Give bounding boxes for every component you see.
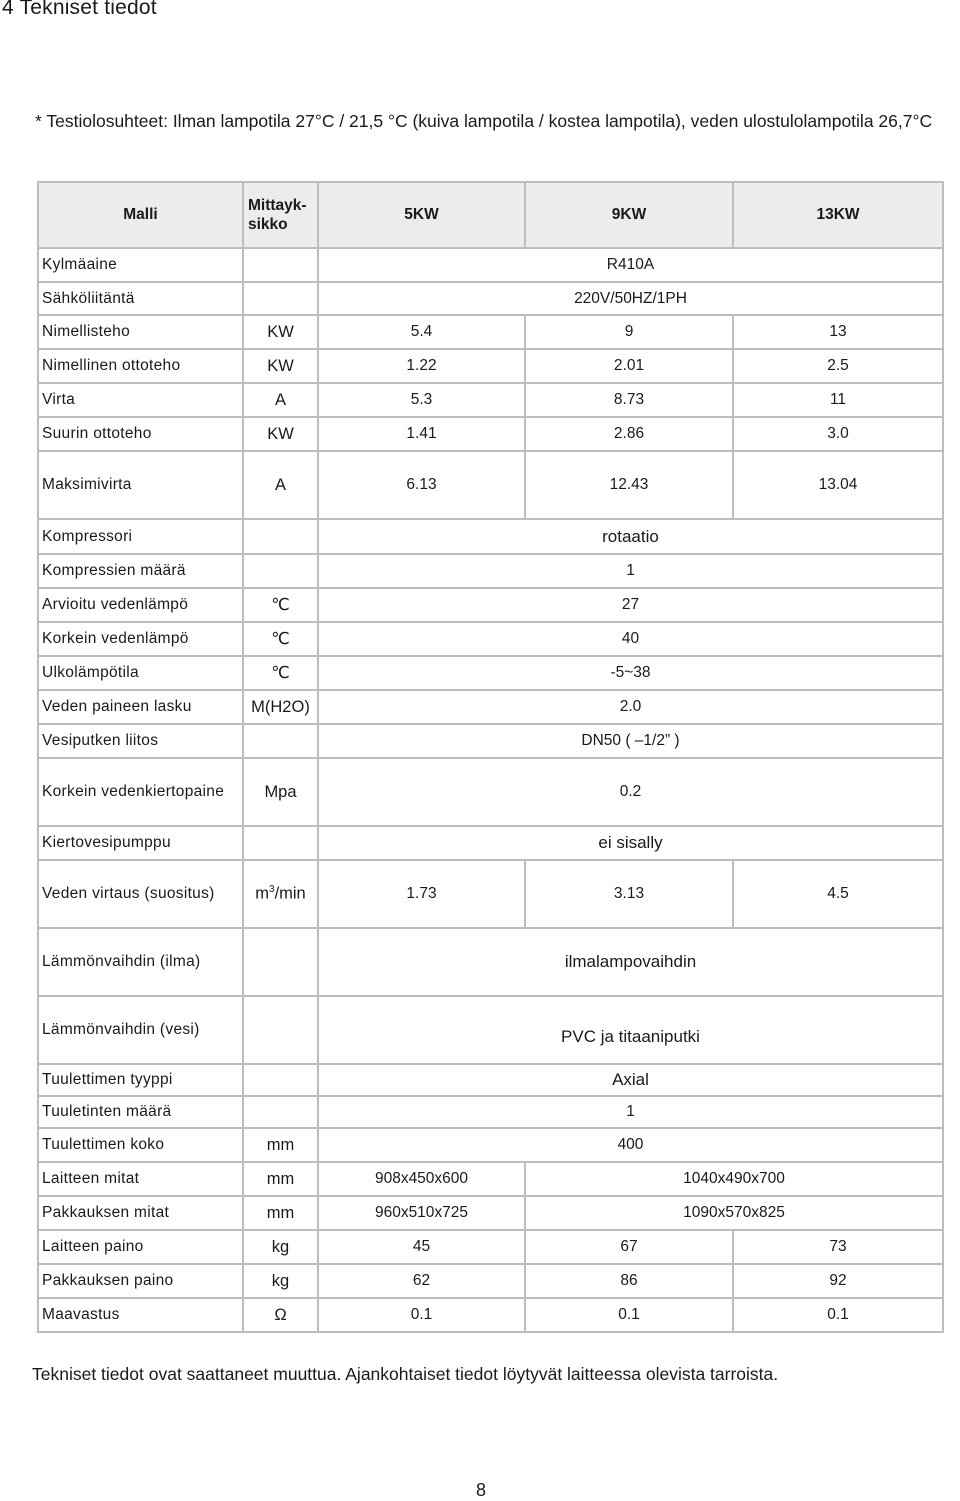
row-label: Kompressori (38, 519, 243, 554)
value-13kw: 13 (733, 315, 943, 349)
row-unit: ℃ (243, 622, 318, 656)
row-value: Axial (318, 1064, 943, 1096)
value-5kw: 1.41 (318, 417, 525, 451)
header-model-9kw: 9KW (525, 182, 733, 248)
value-9kw: 86 (525, 1264, 733, 1298)
row-value: 27 (318, 588, 943, 622)
row-unit (243, 554, 318, 588)
row-label: Ulkolämpötila (38, 656, 243, 690)
value-9kw: 67 (525, 1230, 733, 1264)
value-9kw: 0.1 (525, 1298, 733, 1332)
row-label: Kompressien määrä (38, 554, 243, 588)
value-13kw: 4.5 (733, 860, 943, 928)
row-label: Maksimivirta (38, 451, 243, 519)
table-row (38, 588, 943, 622)
row-label: Pakkauksen mitat (38, 1196, 243, 1230)
row-unit: mm (243, 1196, 318, 1230)
row-label: Suurin ottoteho (38, 417, 243, 451)
value-9kw: 12.43 (525, 451, 733, 519)
table-row (38, 315, 943, 349)
value-13kw: 92 (733, 1264, 943, 1298)
row-label: Sähköliitäntä (38, 282, 243, 315)
row-value: -5~38 (318, 656, 943, 690)
value-5kw: 5.3 (318, 383, 525, 417)
row-unit (243, 724, 318, 758)
page-number: 8 (476, 1480, 487, 1500)
row-label: Kylmäaine (38, 248, 243, 282)
table-row (38, 282, 943, 315)
row-label: Maavastus (38, 1298, 243, 1332)
row-value: 1 (318, 1096, 943, 1128)
table-row (38, 1264, 943, 1298)
row-label: Nimellinen ottoteho (38, 349, 243, 383)
row-value: R410A (318, 248, 943, 282)
row-unit (243, 248, 318, 282)
row-unit: Ω (243, 1298, 318, 1332)
value-13kw: 3.0 (733, 417, 943, 451)
row-label: Korkein vedenkiertopaine (38, 758, 243, 826)
row-value: DN50 ( –1/2” ) (318, 724, 943, 758)
header-model-13kw: 13KW (733, 182, 943, 248)
unit-superscript: 3 (269, 884, 275, 896)
row-unit (243, 928, 318, 996)
footer-note: Tekniset tiedot ovat saattaneet muuttua. Ajankohtaiset tiedot löytyvät laitteessa olevista tarroista. (32, 1364, 779, 1384)
value-5kw: 5.4 (318, 315, 525, 349)
row-unit: kg (243, 1230, 318, 1264)
row-unit: A (243, 451, 318, 519)
row-label: Lämmönvaihdin (vesi) (38, 996, 243, 1064)
table-row (38, 724, 943, 758)
table-row (38, 1064, 943, 1096)
row-unit: A (243, 383, 318, 417)
value-5kw: 1.22 (318, 349, 525, 383)
table-header-row (38, 182, 943, 248)
table-row (38, 1230, 943, 1264)
row-label: Laitteen paino (38, 1230, 243, 1264)
spec-table (37, 181, 944, 1333)
row-unit: KW (243, 349, 318, 383)
row-unit: ℃ (243, 656, 318, 690)
table-row (38, 248, 943, 282)
row-label: Laitteen mitat (38, 1162, 243, 1196)
row-label: Arvioitu vedenlämpö (38, 588, 243, 622)
header-unit: Mittayk-sikko (243, 182, 318, 248)
row-label: Pakkauksen paino (38, 1264, 243, 1298)
table-row (38, 928, 943, 996)
row-label: Virta (38, 383, 243, 417)
value-13kw: 13.04 (733, 451, 943, 519)
value-5kw: 6.13 (318, 451, 525, 519)
row-label: Korkein vedenlämpö (38, 622, 243, 656)
row-label: Vesiputken liitos (38, 724, 243, 758)
table-row (38, 826, 943, 860)
value-13kw: 73 (733, 1230, 943, 1264)
table-row (38, 690, 943, 724)
value-5kw: 45 (318, 1230, 525, 1264)
row-label: Tuuletinten määrä (38, 1096, 243, 1128)
table-row (38, 996, 943, 1064)
value-13kw: 2.5 (733, 349, 943, 383)
row-value: 1 (318, 554, 943, 588)
value-5kw: 1.73 (318, 860, 525, 928)
row-label: Nimellisteho (38, 315, 243, 349)
table-row (38, 451, 943, 519)
row-unit: KW (243, 417, 318, 451)
table-row (38, 860, 943, 928)
section-heading: 4 Tekniset tiedot (2, 0, 157, 19)
row-unit: kg (243, 1264, 318, 1298)
row-value: 0.2 (318, 758, 943, 826)
row-unit: mm (243, 1162, 318, 1196)
value-9kw-13kw: 1090x570x825 (525, 1196, 943, 1230)
table-row (38, 1196, 943, 1230)
table-row (38, 554, 943, 588)
row-value: PVC ja titaaniputki (318, 996, 943, 1064)
table-row (38, 622, 943, 656)
table-row (38, 383, 943, 417)
row-value: rotaatio (318, 519, 943, 554)
row-unit: Mpa (243, 758, 318, 826)
value-5kw: 908x450x600 (318, 1162, 525, 1196)
value-9kw-13kw: 1040x490x700 (525, 1162, 943, 1196)
row-unit (243, 282, 318, 315)
value-9kw: 3.13 (525, 860, 733, 928)
row-unit (243, 826, 318, 860)
row-unit (243, 519, 318, 554)
value-9kw: 9 (525, 315, 733, 349)
row-value: ilmalampovaihdin (318, 928, 943, 996)
test-conditions-note: * Testiolosuhteet: Ilman lampotila 27°C / 21,5 °C (kuiva lampotila / kostea lampotila), veden ulostulolampotila 26,7°C (35, 111, 933, 131)
header-model: Malli (38, 182, 243, 248)
value-9kw: 8.73 (525, 383, 733, 417)
value-9kw: 2.86 (525, 417, 733, 451)
table-row (38, 519, 943, 554)
row-unit (243, 1064, 318, 1096)
table-row (38, 758, 943, 826)
row-value: 2.0 (318, 690, 943, 724)
row-label: Kiertovesipumppu (38, 826, 243, 860)
row-label: Tuulettimen koko (38, 1128, 243, 1162)
header-model-5kw: 5KW (318, 182, 525, 248)
row-unit: ℃ (243, 588, 318, 622)
value-13kw: 0.1 (733, 1298, 943, 1332)
value-5kw: 62 (318, 1264, 525, 1298)
value-5kw: 960x510x725 (318, 1196, 525, 1230)
row-label: Veden paineen lasku (38, 690, 243, 724)
table-row (38, 1162, 943, 1196)
table-row (38, 417, 943, 451)
value-5kw: 0.1 (318, 1298, 525, 1332)
row-value: 220V/50HZ/1PH (318, 282, 943, 315)
row-unit: M(H2O) (243, 690, 318, 724)
table-row (38, 1298, 943, 1332)
row-unit (243, 860, 318, 928)
row-label: Lämmönvaihdin (ilma) (38, 928, 243, 996)
row-label: Veden virtaus (suositus) (38, 860, 243, 928)
value-9kw: 2.01 (525, 349, 733, 383)
table-row (38, 349, 943, 383)
row-unit: mm (243, 1128, 318, 1162)
row-value: ei sisally (318, 826, 943, 860)
value-13kw: 11 (733, 383, 943, 417)
row-value: 40 (318, 622, 943, 656)
table-row (38, 1096, 943, 1128)
row-unit (243, 996, 318, 1064)
table-row (38, 1128, 943, 1162)
row-unit: KW (243, 315, 318, 349)
row-unit (243, 1096, 318, 1128)
table-row (38, 656, 943, 690)
row-value: 400 (318, 1128, 943, 1162)
row-label: Tuulettimen tyyppi (38, 1064, 243, 1096)
unit-base: m (255, 884, 269, 903)
unit-rest: /min (274, 884, 306, 903)
